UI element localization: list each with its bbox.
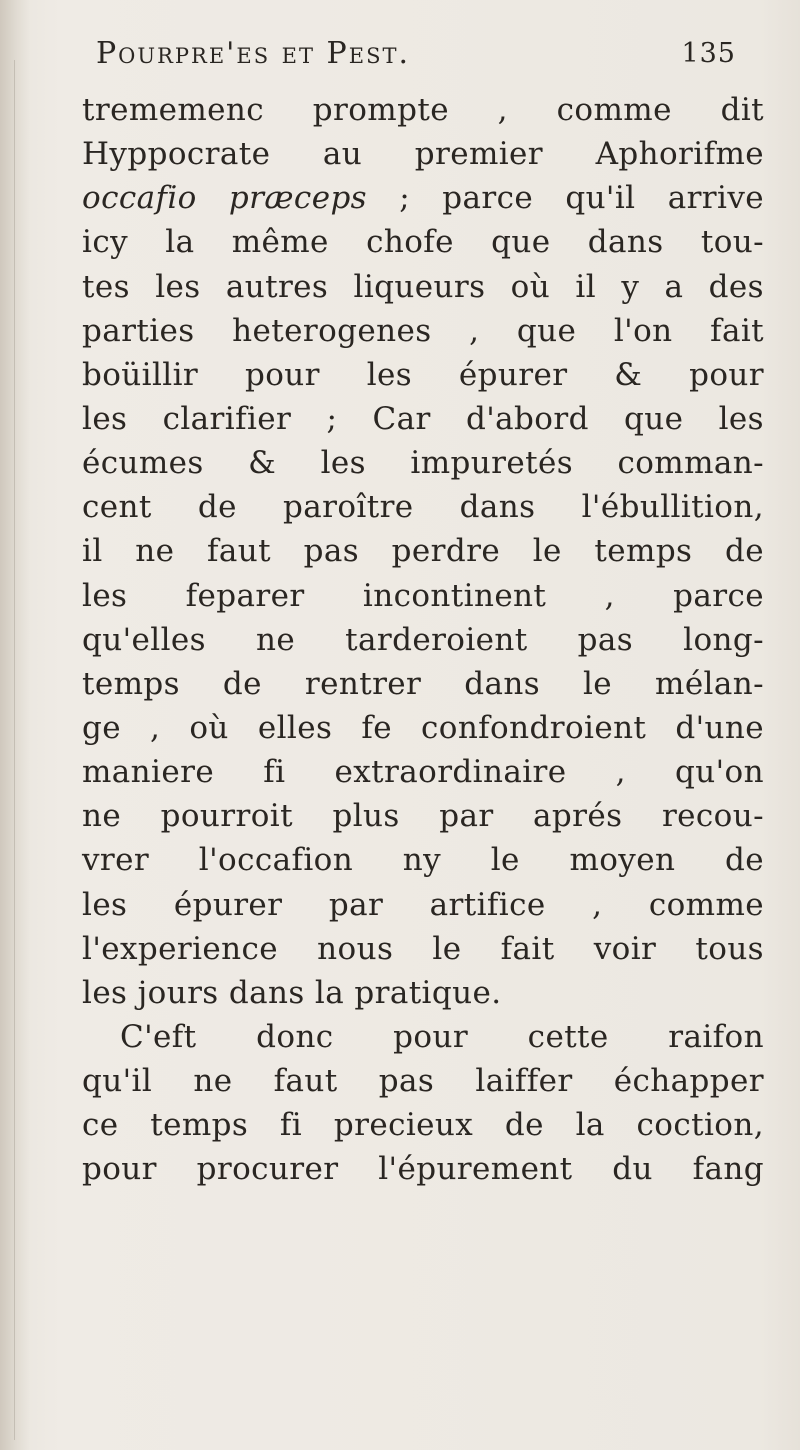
text-line: il ne faut pas perdre le temps de	[82, 533, 764, 570]
text-line: cent de paroître dans l'ébullition,	[82, 489, 764, 526]
text-line: ce temps fi precieux de la coction,	[82, 1107, 764, 1144]
text-line: trememenc prompte , comme dit	[82, 92, 764, 128]
running-head-title: Pourpre'es et Pest.	[96, 36, 410, 71]
text-line: Hyppocrate au premier Aphorifme	[82, 136, 764, 173]
text-line: qu'il ne faut pas laiffer échapper	[82, 1063, 764, 1100]
text-line: vrer l'occafion ny le moyen de	[82, 842, 764, 879]
text-line: ge , où elles fe confondroient d'une	[82, 709, 764, 746]
text-line: les feparer incontinent , parce	[82, 577, 764, 614]
latin-phrase: occafio præceps	[82, 180, 367, 217]
page-number: 135	[681, 38, 736, 69]
text-line: tes les autres liqueurs où il y a des	[82, 268, 764, 305]
text-line: temps de rentrer dans le mélan-	[82, 665, 764, 702]
text-line: pour procurer l'épurement du fang	[82, 1151, 764, 1188]
text-line	[82, 176, 764, 220]
text-line: ne pourroit plus par aprés recou-	[82, 798, 764, 835]
body-text	[82, 88, 764, 1192]
text-line: les jours dans la pratique.	[82, 974, 502, 1011]
text-line: maniere fi extraordinaire , qu'on	[82, 754, 764, 791]
text-line: qu'elles ne tarderoient pas long-	[82, 621, 764, 658]
text-line: parties heterogenes , que l'on fait	[82, 312, 764, 349]
text-line: les clarifier ; Car d'abord que les	[82, 400, 764, 437]
text-line-rest: ; parce qu'il arrive	[367, 180, 764, 217]
text-line: les épurer par artifice , comme	[82, 886, 764, 923]
text-line: l'experience nous le fait voir tous	[82, 930, 764, 967]
running-header	[96, 36, 736, 80]
text-line: icy la même chofe que dans tou-	[82, 224, 764, 261]
gutter-fold-line	[14, 60, 15, 1440]
page-gutter	[0, 0, 30, 1450]
text-line: boüillir pour les épurer & pour	[82, 356, 764, 393]
paragraph-first-line: C'eft donc pour cette raifon	[120, 1018, 764, 1055]
text-line: écumes & les impuretés comman-	[82, 445, 764, 482]
